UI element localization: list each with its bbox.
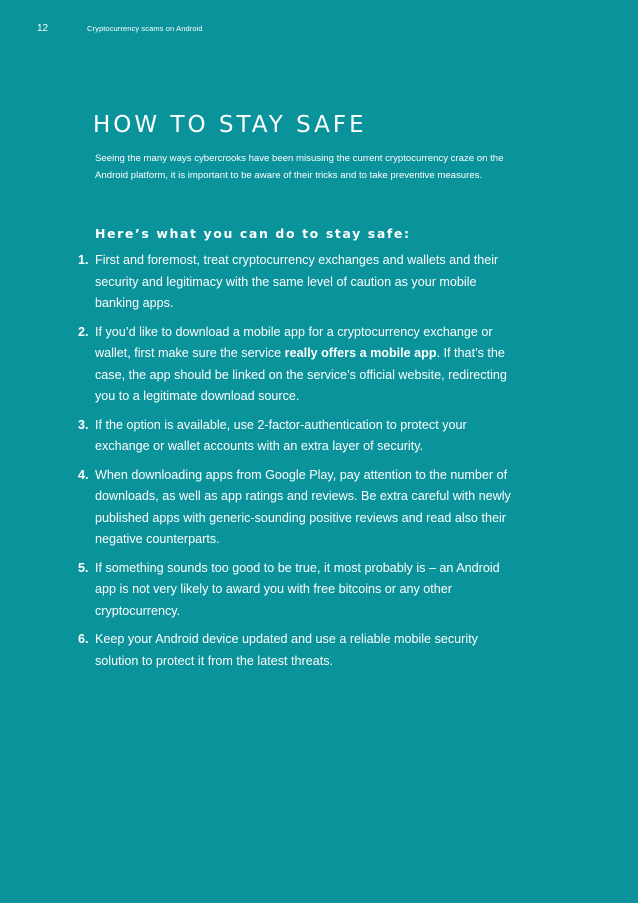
tip-number: 6. bbox=[78, 632, 89, 646]
tips-list bbox=[78, 250, 518, 679]
tip-item-3 bbox=[78, 415, 518, 458]
page-title: HOW TO STAY SAFE bbox=[93, 112, 367, 138]
tip-text-continued: . If that’s the case, the app should be linked on the service’s official website, redirecting you to a legitimate download source. bbox=[95, 346, 507, 403]
running-title: Cryptocurrency scams on Android bbox=[87, 23, 203, 33]
intro-paragraph: Seeing the many ways cybercrooks have been misusing the current cryptocurrency craze on the Android platform, it is important to be aware of their tricks and to take preventive measures. bbox=[95, 153, 504, 181]
tip-number: 2. bbox=[78, 324, 89, 339]
tip-text: If the option is available, use 2-factor-authentication to protect your exchange or wallet accounts with an extra layer of security. bbox=[95, 417, 467, 453]
tip-item-2 bbox=[78, 322, 518, 408]
tip-number: 3. bbox=[78, 417, 89, 432]
tip-number: 4. bbox=[78, 467, 89, 482]
tip-item-5 bbox=[78, 558, 518, 623]
tip-number: 1. bbox=[78, 253, 89, 267]
page-number: 12 bbox=[37, 22, 49, 34]
tip-text: First and foremost, treat cryptocurrency exchanges and wallets and their security and legitimacy with the same level of caution as your mobile banking apps. bbox=[95, 253, 499, 310]
tip-item-6 bbox=[78, 629, 518, 672]
tip-text: If you’d like to download a mobile app for a cryptocurrency exchange or wallet, first make sure the service bbox=[95, 324, 493, 360]
page-header bbox=[37, 20, 203, 36]
tip-text: When downloading apps from Google Play, pay attention to the number of downloads, as well as app ratings and reviews. Be extra careful with newly published apps with generic-sounding positive reviews and read also their negative counterparts. bbox=[95, 467, 511, 546]
tip-number: 5. bbox=[78, 560, 89, 575]
tip-emphasis: really offers a mobile app bbox=[284, 346, 437, 360]
section-subheading: Here’s what you can do to stay safe: bbox=[95, 226, 411, 241]
tip-text: If something sounds too good to be true, it most probably is – an Android app is not very likely to award you with free bitcoins or any other cryptocurrency. bbox=[95, 560, 500, 618]
tip-item-4 bbox=[78, 465, 518, 551]
tip-text: Keep your Android device updated and use a reliable mobile security solution to protect it from the latest threats. bbox=[95, 632, 478, 668]
tip-item-1 bbox=[78, 250, 518, 315]
